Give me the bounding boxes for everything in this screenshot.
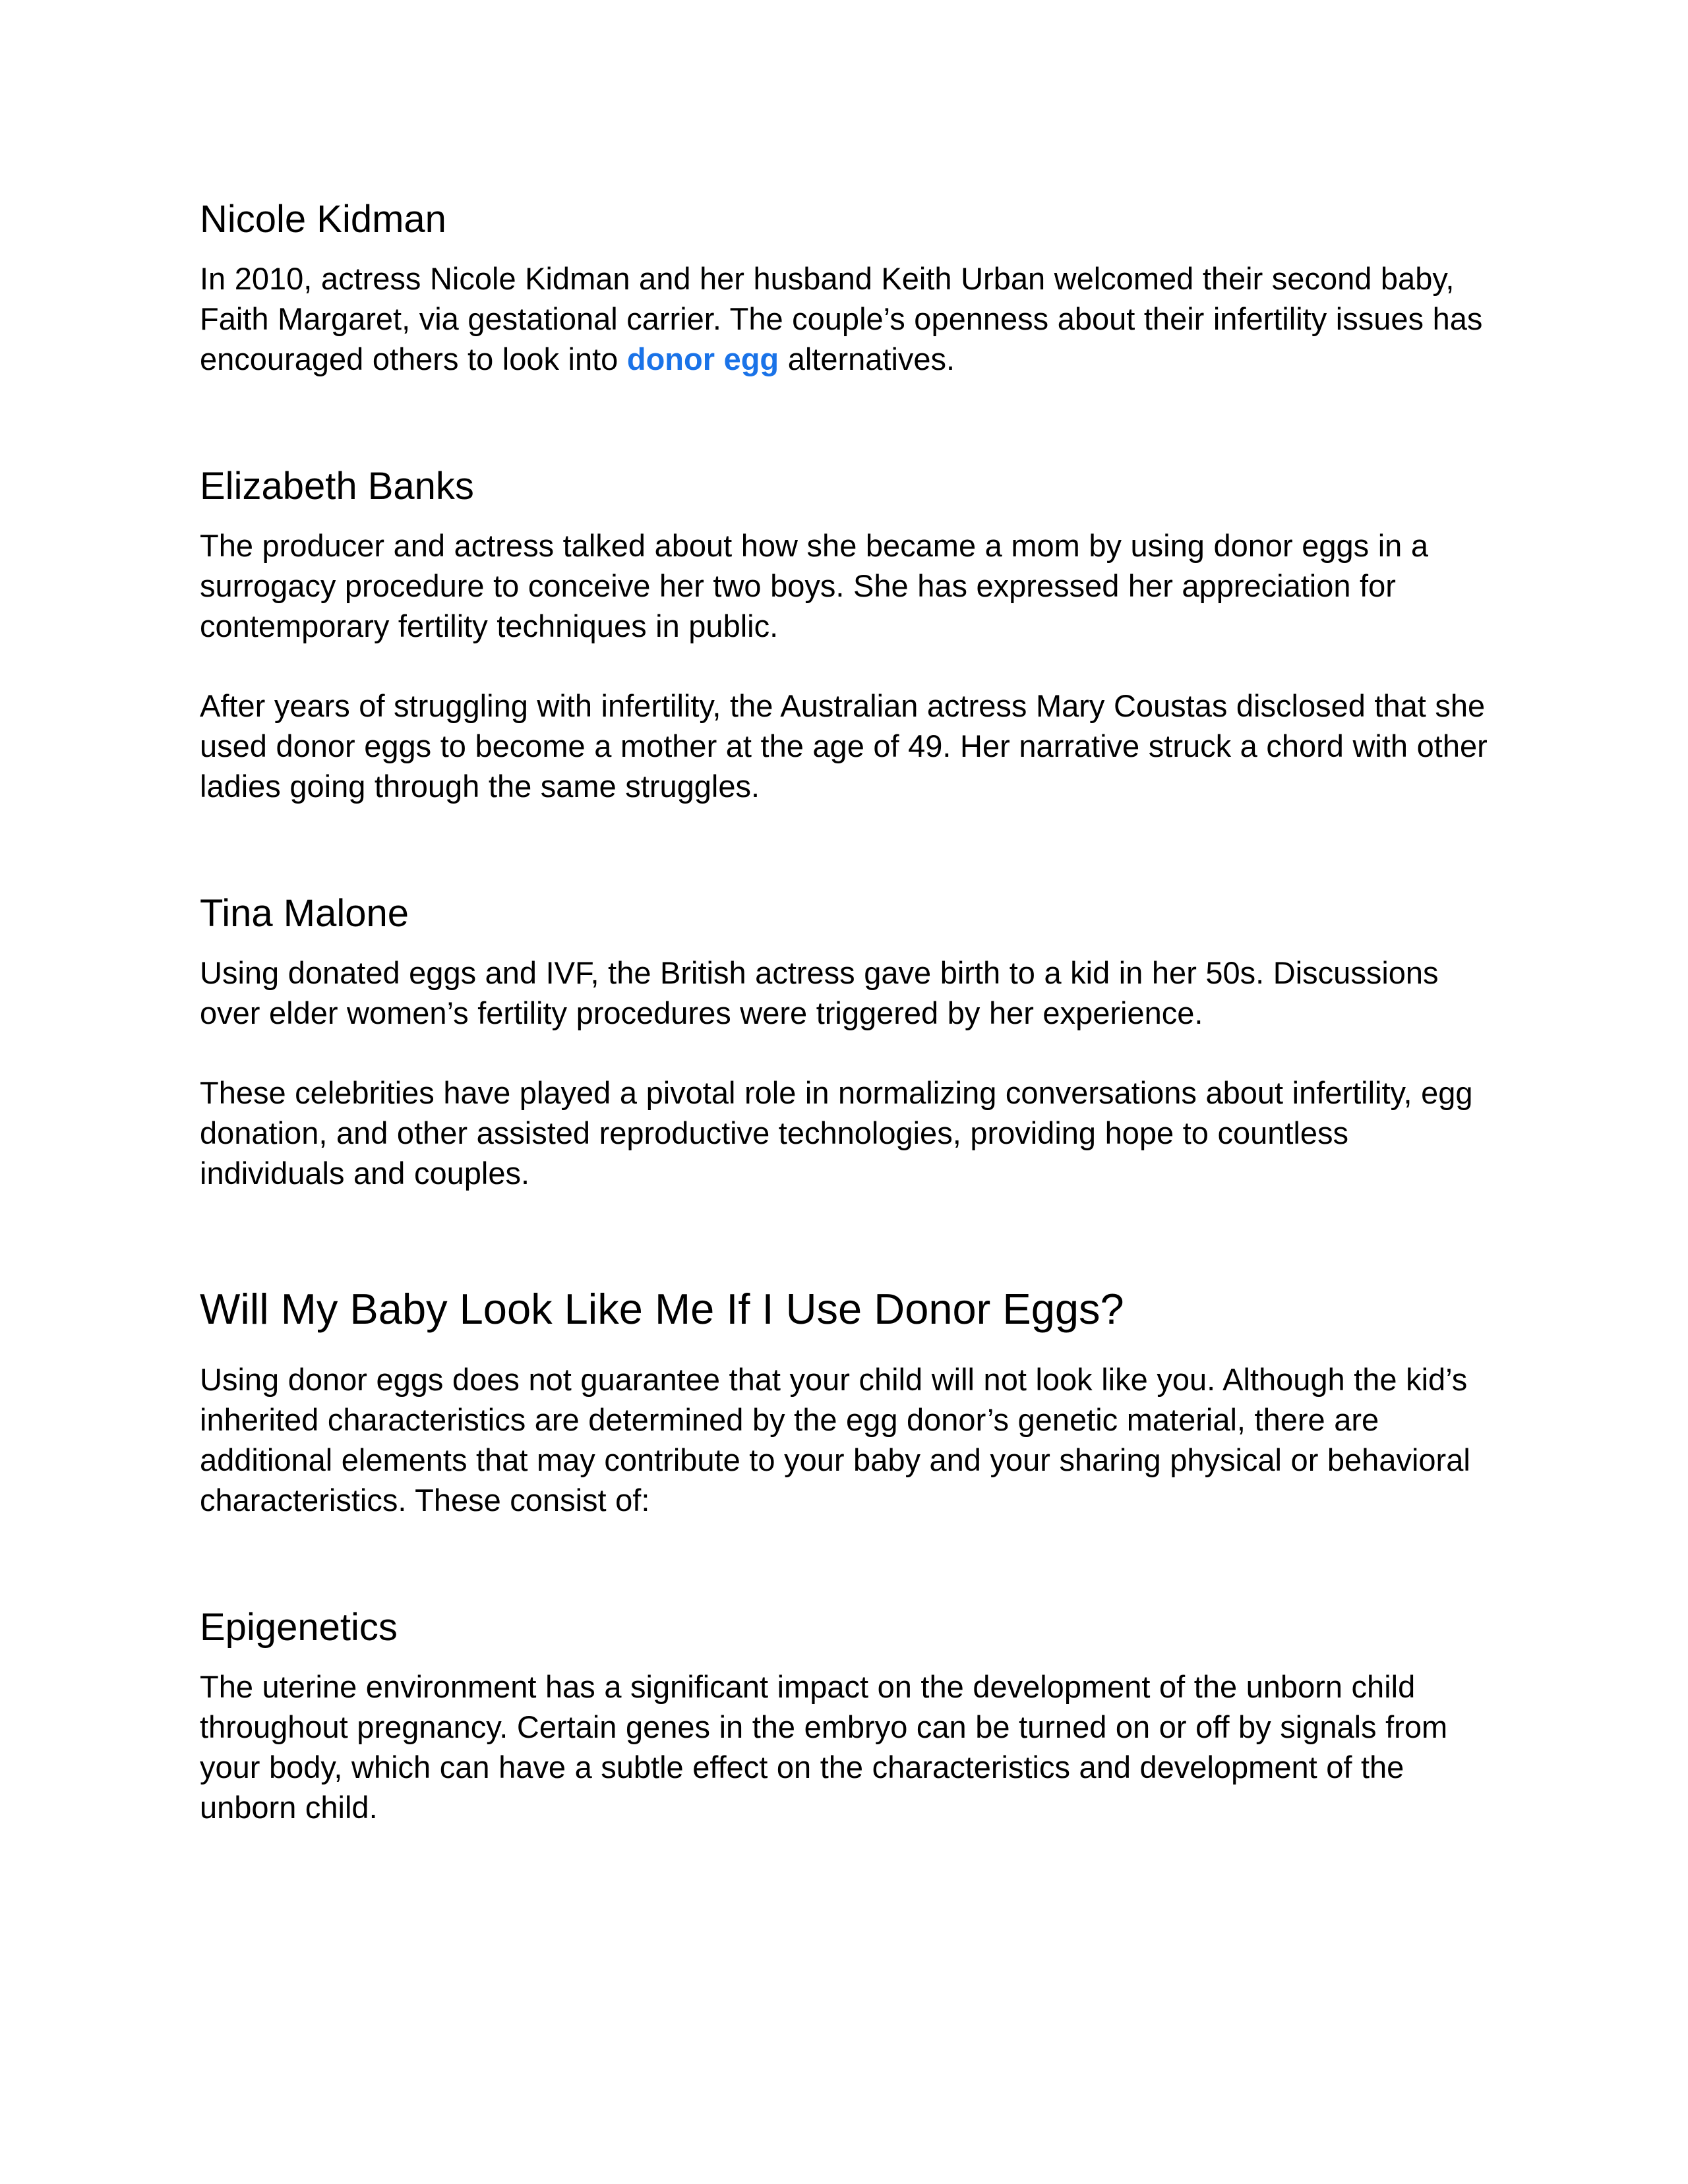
paragraph-nicole-kidman (200, 258, 1499, 379)
section-heading-elizabeth-banks: Elizabeth Banks (200, 465, 474, 508)
paragraph-epigenetics: The uterine environment has a significant impact on the development of the unborn child throughout pregnancy. Certain genes in the embryo can be turned on or off by signals from your body, which can have a subtle effect on the characteristics and development of the unborn child. (200, 1669, 1448, 1825)
section-nicole-kidman (200, 196, 1499, 379)
section-heading-epigenetics: Epigenetics (200, 1606, 398, 1649)
donor-egg-link[interactable]: donor egg (626, 341, 779, 376)
paragraph-donor-eggs-resemblance: Using donor eggs does not guarantee that your child will not look like you. Although the kid’s inherited characteristics are determined by the egg donor’s genetic material, there are additional elements that may contribute to your baby and your sharing physical or behavioral characteristics. These consist of: (200, 1362, 1470, 1518)
main-heading-will-my-baby-look-like-me: Will My Baby Look Like Me If I Use Donor Eggs? (200, 1285, 1124, 1333)
section-elizabeth-banks (200, 463, 1499, 806)
section-tina-malone (200, 891, 1499, 1193)
paragraph-text-before-link: In 2010, actress Nicole Kidman and her husband Keith Urban welcomed their second baby, Faith Margaret, via gestational carrier. The couple’s openness about their infertility issues has encouraged others to look into (200, 261, 1483, 376)
section-heading-nicole-kidman: Nicole Kidman (200, 198, 446, 241)
paragraph-text-after-link: alternatives. (779, 341, 955, 376)
paragraph-tina-malone-1: Using donated eggs and IVF, the British actress gave birth to a kid in her 50s. Discussions over elder women’s fertility procedures were triggered by her experience. (200, 955, 1439, 1030)
paragraph-celebrities-summary: These celebrities have played a pivotal role in normalizing conversations about infertility, egg donation, and other assisted reproductive technologies, providing hope to countless individuals and couples. (200, 1075, 1473, 1191)
section-heading-tina-malone: Tina Malone (200, 892, 409, 935)
section-epigenetics (200, 1605, 1499, 1827)
paragraph-elizabeth-banks-1: The producer and actress talked about how she became a mom by using donor eggs in a surrogacy procedure to conceive her two boys. She has expressed her appreciation for contemporary fertility techniques in public. (200, 528, 1428, 643)
document-content (200, 196, 1499, 1827)
section-will-my-baby-look-like-me (200, 1284, 1499, 1520)
paragraph-mary-coustas: After years of struggling with infertility, the Australian actress Mary Coustas disclosed that she used donor eggs to become a mother at the age of 49. Her narrative struck a chord with other ladies going through the same struggles. (200, 688, 1488, 804)
